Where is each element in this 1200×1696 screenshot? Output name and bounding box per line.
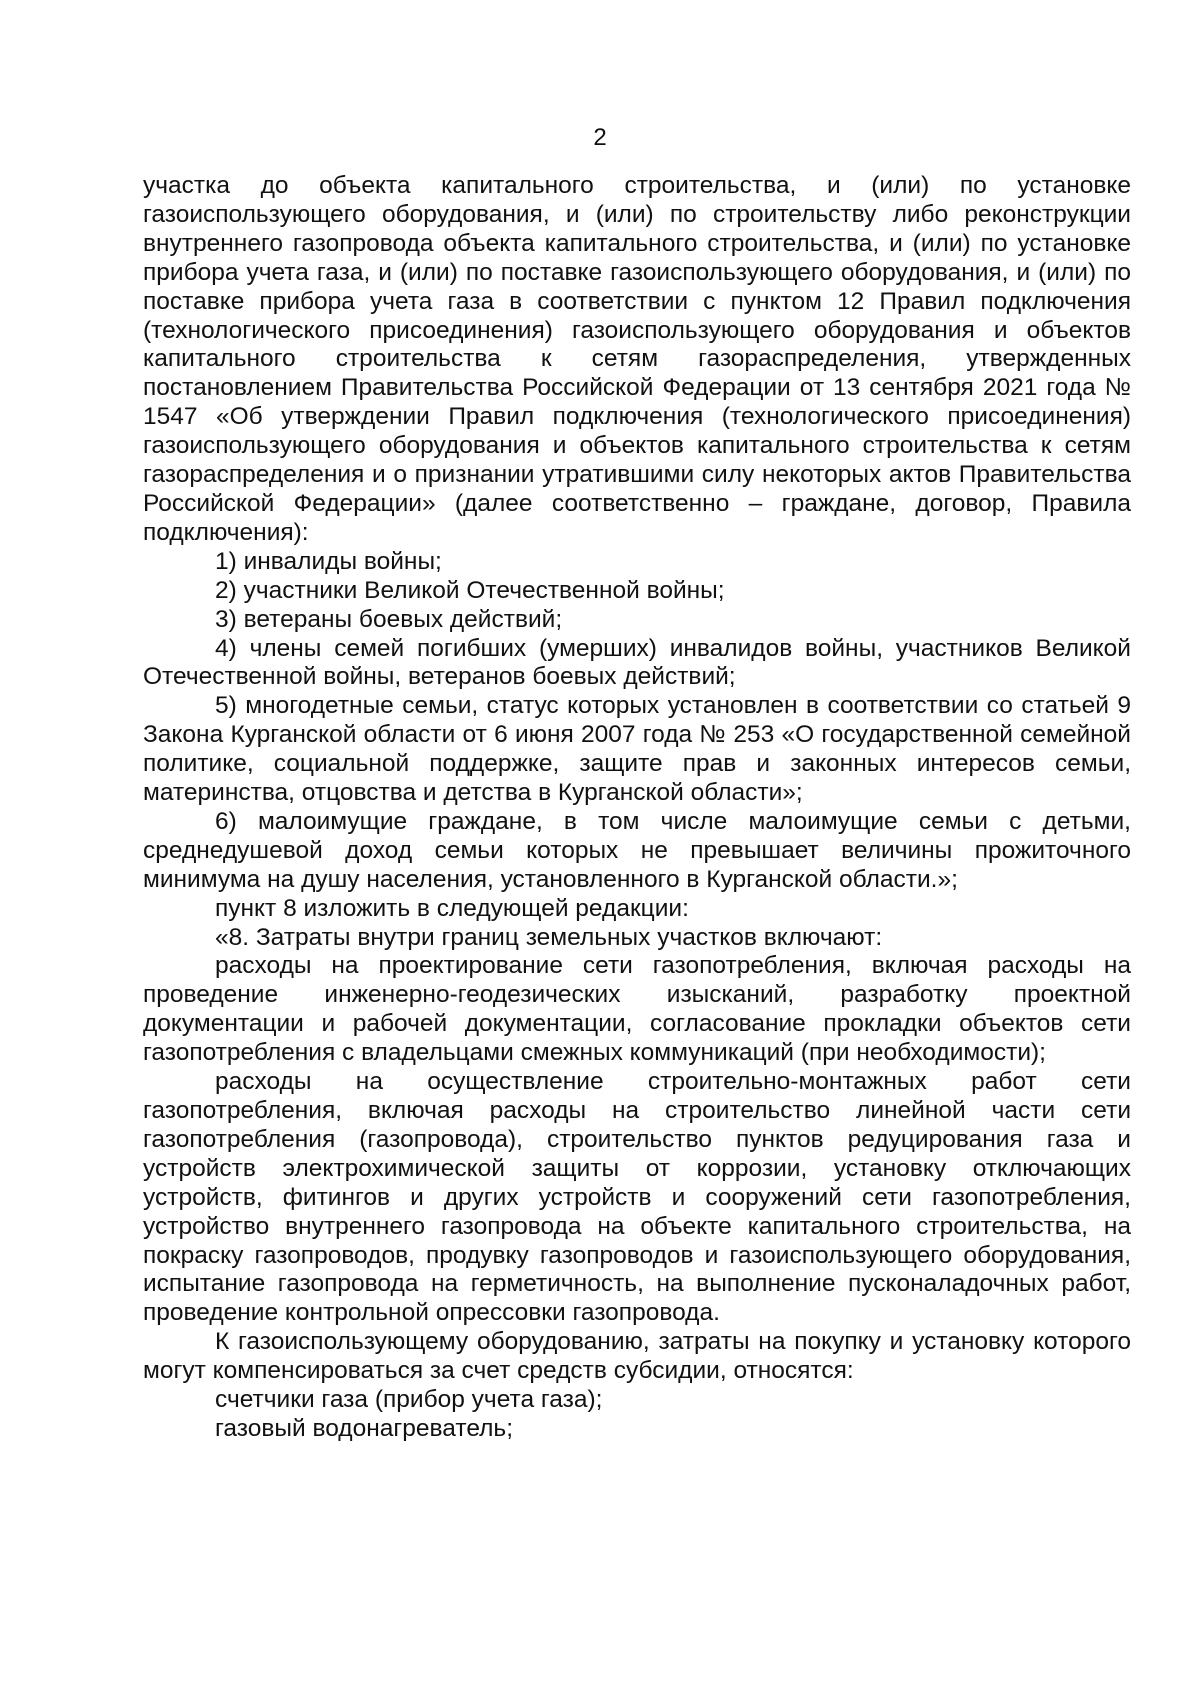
paragraph-equipment-intro: К газоиспользующему оборудованию, затраты на покупку и установку которого могут компенсироваться за счет средств субсидии, относятся: (143, 1328, 1131, 1385)
paragraph-construction-costs: расходы на осуществление строительно-монтажных работ сети газопотребления, включая расходы на строительство линейной части сети газопотребления (газопровода), строительство пунктов редуцирования газа и устройств электрохимической защиты от коррозии, установку отключающих устройств, фитингов и других устройств и сооружений сети газопотребления, устройство внутреннего газопровода на объекте капитального строительства, на покраску газопроводов, продувку газопроводов и газоиспользующего оборудования, испытание газопровода на герметичность, на выполнение пусконаладочных работ, проведение контрольной опрессовки газопровода. (143, 1068, 1131, 1327)
equipment-item-2: газовый водонагреватель; (215, 1414, 513, 1442)
list-item-2: 2) участники Великой Отечественной войны; (215, 576, 725, 604)
list-item-1: 1) инвалиды войны; (215, 547, 442, 575)
page-number: 2 (593, 124, 607, 151)
paragraph-intro: участка до объекта капитального строительства, и (или) по установке газоиспользующего оборудования, и (или) по строительству либо реконструкции внутреннего газопровода объекта капитального строительства, и (или) по установке прибора учета газа, и (или) по поставке газоиспользующего оборудования, и (или) по поставке прибора учета газа в соответствии с пунктом 12 Правил подключения (технологического присоединения) газоиспользующего оборудования и объектов капитального строительства к сетям газораспределения, утвержденных постановлением Правительства Российской Федерации от 13 сентября 2021 года № 1547 «Об утверждении Правил подключения (технологического присоединения) газоиспользующего оборудования и объектов капитального строительства к сетям газораспределения и о признании утратившими силу некоторых актов Правительства Российской Федерации» (далее соответственно – граждане, договор, Правила подключения): (143, 172, 1131, 546)
list-item-6: 6) малоимущие граждане, в том числе малоимущие семьи с детьми, среднедушевой доход семьи которых не превышает величины прожиточного минимума на душу населения, установленного в Курганской области.»; (143, 807, 1131, 893)
paragraph-point-8-intro: пункт 8 изложить в следующей редакции: (215, 894, 689, 922)
list-item-5: 5) многодетные семьи, статус которых установлен в соответствии со статьей 9 Закона Курганской области от 6 июня 2007 года № 253 «О государственной семейной политике, социальной поддержке, защите прав и законных интересов семьи, материнства, отцовства и детства в Курганской области»; (143, 692, 1131, 807)
paragraph-point-8-heading: «8. Затраты внутри границ земельных участков включают: (215, 923, 883, 951)
equipment-item-1: счетчики газа (прибор учета газа); (215, 1386, 603, 1414)
document-body (143, 172, 1131, 1444)
list-item-3: 3) ветераны боевых действий; (215, 605, 563, 633)
paragraph-design-costs: расходы на проектирование сети газопотребления, включая расходы на проведение инженерно-геодезических изысканий, разработку проектной документации и рабочей документации, согласование прокладки объектов сети газопотребления с владельцами смежных коммуникаций (при необходимости); (143, 952, 1131, 1067)
list-item-4: 4) члены семей погибших (умерших) инвалидов войны, участников Великой Отечественной войны, ветеранов боевых действий; (143, 634, 1131, 691)
